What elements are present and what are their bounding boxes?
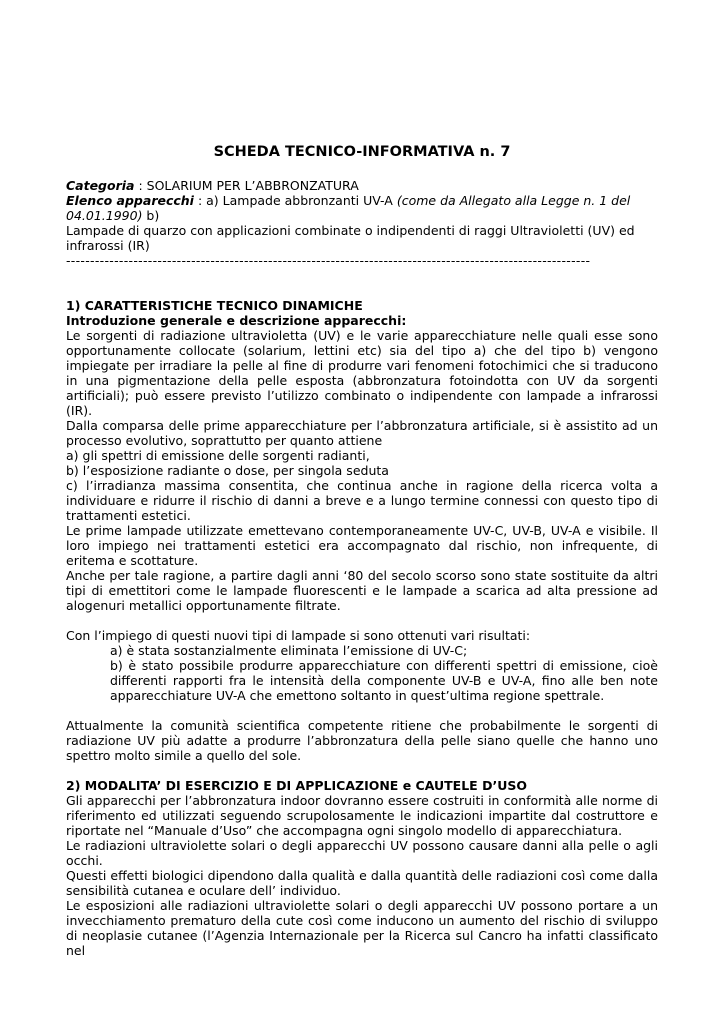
section2-paragraph: Questi effetti biologici dipendono dalla qualità e dalla quantità delle radiazioni così come dalla sensibilità cutanea e oculare dell’ individuo. — [66, 868, 658, 898]
result-item: a) è stata sostanzialmente eliminata l’emissione di UV-C; — [110, 643, 468, 658]
section1-paragraph: Le sorgenti di radiazione ultravioletta (UV) e le varie apparecchiature nelle quali esse sono opportunamente collocate (solarium, lettini etc) sia del tipo a) che del tipo b) vengono impiegate per irradiare la pelle al fine di produrre vari fenomeni fotochimici che si traducono in una pigmentazione della pelle esposta (abbronzatura fotoindotta con UV da sorgenti artificiali); può essere previsto l’utilizzo combinato o indipendente con lampade a infrarossi (IR). — [66, 328, 658, 418]
section2-heading: 2) MODALITA’ DI ESERCIZIO E DI APPLICAZIONE e CAUTELE D’USO — [66, 778, 527, 793]
elenco-b-marker: b) — [142, 208, 160, 223]
spacer — [66, 613, 658, 628]
separator-line: ------------------------------------------------------------------------------------------------------------- — [66, 253, 591, 268]
categoria-line — [66, 178, 658, 193]
section2-paragraph: Gli apparecchi per l’abbronzatura indoor dovranno essere costruiti in conformità alle norme di riferimento ed utilizzati seguendo scrupolosamente le indicazioni impartite dal costruttore e riportate nel “Manuale d’Uso” che accompagna ogni singolo modello di apparecchiatura. — [66, 793, 658, 838]
list-item: b) l’esposizione radiante o dose, per singola seduta — [66, 463, 389, 478]
section1-paragraph: Le prime lampade utilizzate emettevano contemporaneamente UV-C, UV-B, UV-A e visibile. Il loro impiego nei trattamenti estetici era accompagnato dal rischio, non infrequente, di eritema e scottature. — [66, 523, 658, 568]
result-item: b) è stato possibile produrre apparecchiature con differenti spettri di emissione, cioè differenti rapporti fra le intensità della componente UV-B e UV-A, fino alle ben note apparecchiature UV-A che emettono soltanto in quest’ultima regione spettrale. — [110, 658, 658, 703]
categoria-value: : SOLARIUM PER L’ABBRONZATURA — [134, 178, 359, 193]
elenco-line — [66, 193, 658, 223]
spacer — [66, 763, 658, 778]
section1-paragraph: Attualmente la comunità scientifica competente ritiene che probabilmente le sorgenti di radiazione UV più adatte a produrre l’abbronzatura della pelle siano quelle che hanno uno spettro molto simile a quello del sole. — [66, 718, 658, 763]
section2-paragraph: Le radiazioni ultraviolette solari o degli apparecchi UV possono causare danni alla pelle o agli occhi. — [66, 838, 658, 868]
section1-subheading: Introduzione generale e descrizione apparecchi: — [66, 313, 407, 328]
section1-paragraph: Con l’impiego di questi nuovi tipi di lampade si sono ottenuti vari risultati: — [66, 628, 531, 643]
document-title: SCHEDA TECNICO-INFORMATIVA n. 7 — [213, 144, 511, 160]
categoria-label: Categoria — [66, 178, 135, 193]
spacer — [66, 268, 658, 298]
section2-paragraph: Le esposizioni alle radiazioni ultraviolette solari o degli apparecchi UV possono portare a un invecchiamento prematuro della cute così come inducono un aumento del rischio di sviluppo di neoplasie cutanee (l’Agenzia Internazionale per la Ricerca sul Cancro ha infatti classificato nel — [66, 898, 658, 958]
section1-paragraph: Dalla comparsa delle prime apparecchiature per l’abbronzatura artificiale, si è assistito ad un processo evolutivo, soprattutto per quanto attiene — [66, 418, 658, 448]
spacer — [66, 703, 658, 718]
document-body — [66, 178, 658, 958]
elenco-label: Elenco apparecchi — [66, 193, 194, 208]
list-item: a) gli spettri di emissione delle sorgenti radianti, — [66, 448, 370, 463]
section1-heading: 1) CARATTERISTICHE TECNICO DINAMICHE — [66, 298, 363, 313]
elenco-a-reference: (come da Allegato alla Legge n. 1 del 04.01.1990) — [66, 193, 631, 223]
list-item: c) l’irradianza massima consentita, che continua anche in ragione della ricerca volta a individuare e ridurre il rischio di danni a breve e a lungo termine connessi con questo tipo di trattamenti estetici. — [66, 478, 658, 523]
elenco-b-text: Lampade di quarzo con applicazioni combinate o indipendenti di raggi Ultravioletti (UV) ed infrarossi (IR) — [66, 223, 635, 253]
elenco-a-text: : a) Lampade abbronzanti UV-A — [193, 193, 397, 208]
section1-paragraph: Anche per tale ragione, a partire dagli anni ‘80 del secolo scorso sono state sostituite da altri tipi di emettitori come le lampade fluorescenti e le lampade a scarica ad alta pressione ad alogenuri metallici opportunamente filtrate. — [66, 568, 658, 613]
